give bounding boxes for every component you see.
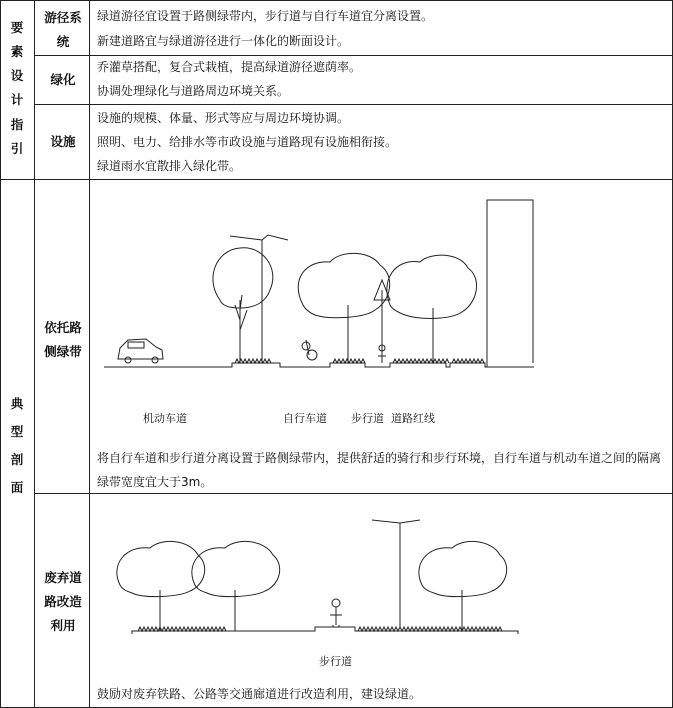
greening-line: 协调处理绿化与道路周边环境关系。 xyxy=(97,84,290,98)
facilities-line: 绿道雨水宜散排入绿化带。 xyxy=(97,159,242,173)
roadside-section-diagram xyxy=(90,180,672,442)
label-bike-lane: 自行车道 xyxy=(283,412,327,425)
facilities-line: 照明、电力、给排水等市政设施与道路现有设施相衔接。 xyxy=(97,135,398,149)
label-road-red-line: 道路红线 xyxy=(391,412,435,425)
tree-icon xyxy=(117,541,205,631)
row-header-facilities: 设施 xyxy=(50,134,76,149)
street-lamp-icon xyxy=(372,520,420,628)
row-header-roadside-greenbelt: 依托路侧绿带 xyxy=(44,320,82,359)
facilities-line: 设施的规模、体量、形式等应与周边环境协调。 xyxy=(97,111,350,125)
label-char: 素 xyxy=(10,44,24,59)
tree-icon xyxy=(298,253,389,363)
cyclist-icon xyxy=(302,340,317,360)
tree-icon xyxy=(374,280,390,363)
row-header-trail-system: 游径系统 xyxy=(44,10,82,49)
trail-system-line: 绿道游径宜设置于路侧绿带内，步行道与自行车道宜分离设置。 xyxy=(97,9,434,23)
pedestrian-icon xyxy=(330,599,342,627)
tree-icon xyxy=(213,248,273,363)
abandoned-road-caption: 鼓励对废弃铁路、公路等交通廊道进行改造利用，建设绿道。 xyxy=(97,687,422,701)
tree-icon xyxy=(387,255,477,363)
label-motor-lane: 机动车道 xyxy=(143,412,187,425)
label-char: 引 xyxy=(10,141,24,156)
tree-icon xyxy=(419,541,507,631)
label-char: 要 xyxy=(10,20,24,35)
label-sidewalk: 步行道 xyxy=(319,655,352,668)
label-char: 典 xyxy=(10,396,24,411)
label-char: 面 xyxy=(10,480,24,495)
car-icon xyxy=(118,339,163,363)
label-char: 型 xyxy=(10,424,24,439)
greening-line: 乔灌草搭配，复合式栽植，提高绿道游径遮荫率。 xyxy=(97,60,362,74)
row-header-abandoned-road-reuse: 废弃道路改造利用 xyxy=(44,570,82,633)
label-char: 设 xyxy=(10,68,24,83)
trail-system-line: 新建道路宜与绿道游径进行一体化的断面设计。 xyxy=(97,34,350,48)
label-char: 指 xyxy=(10,117,24,132)
building-icon xyxy=(487,200,533,367)
roadside-caption: 将自行车道和步行道分离设置于路侧绿带内，提供舒适的骑行和步行环境，自行车道与机动车道之间的隔离绿带宽度宜大于3m。 xyxy=(97,451,662,489)
row-header-greening: 绿化 xyxy=(50,72,76,87)
abandoned-road-diagram xyxy=(90,495,672,675)
street-lamp-icon xyxy=(230,235,288,363)
tree-icon xyxy=(192,541,280,631)
label-char: 计 xyxy=(10,92,24,107)
label-sidewalk: 步行道 xyxy=(351,412,384,425)
label-char: 剖 xyxy=(10,452,24,467)
